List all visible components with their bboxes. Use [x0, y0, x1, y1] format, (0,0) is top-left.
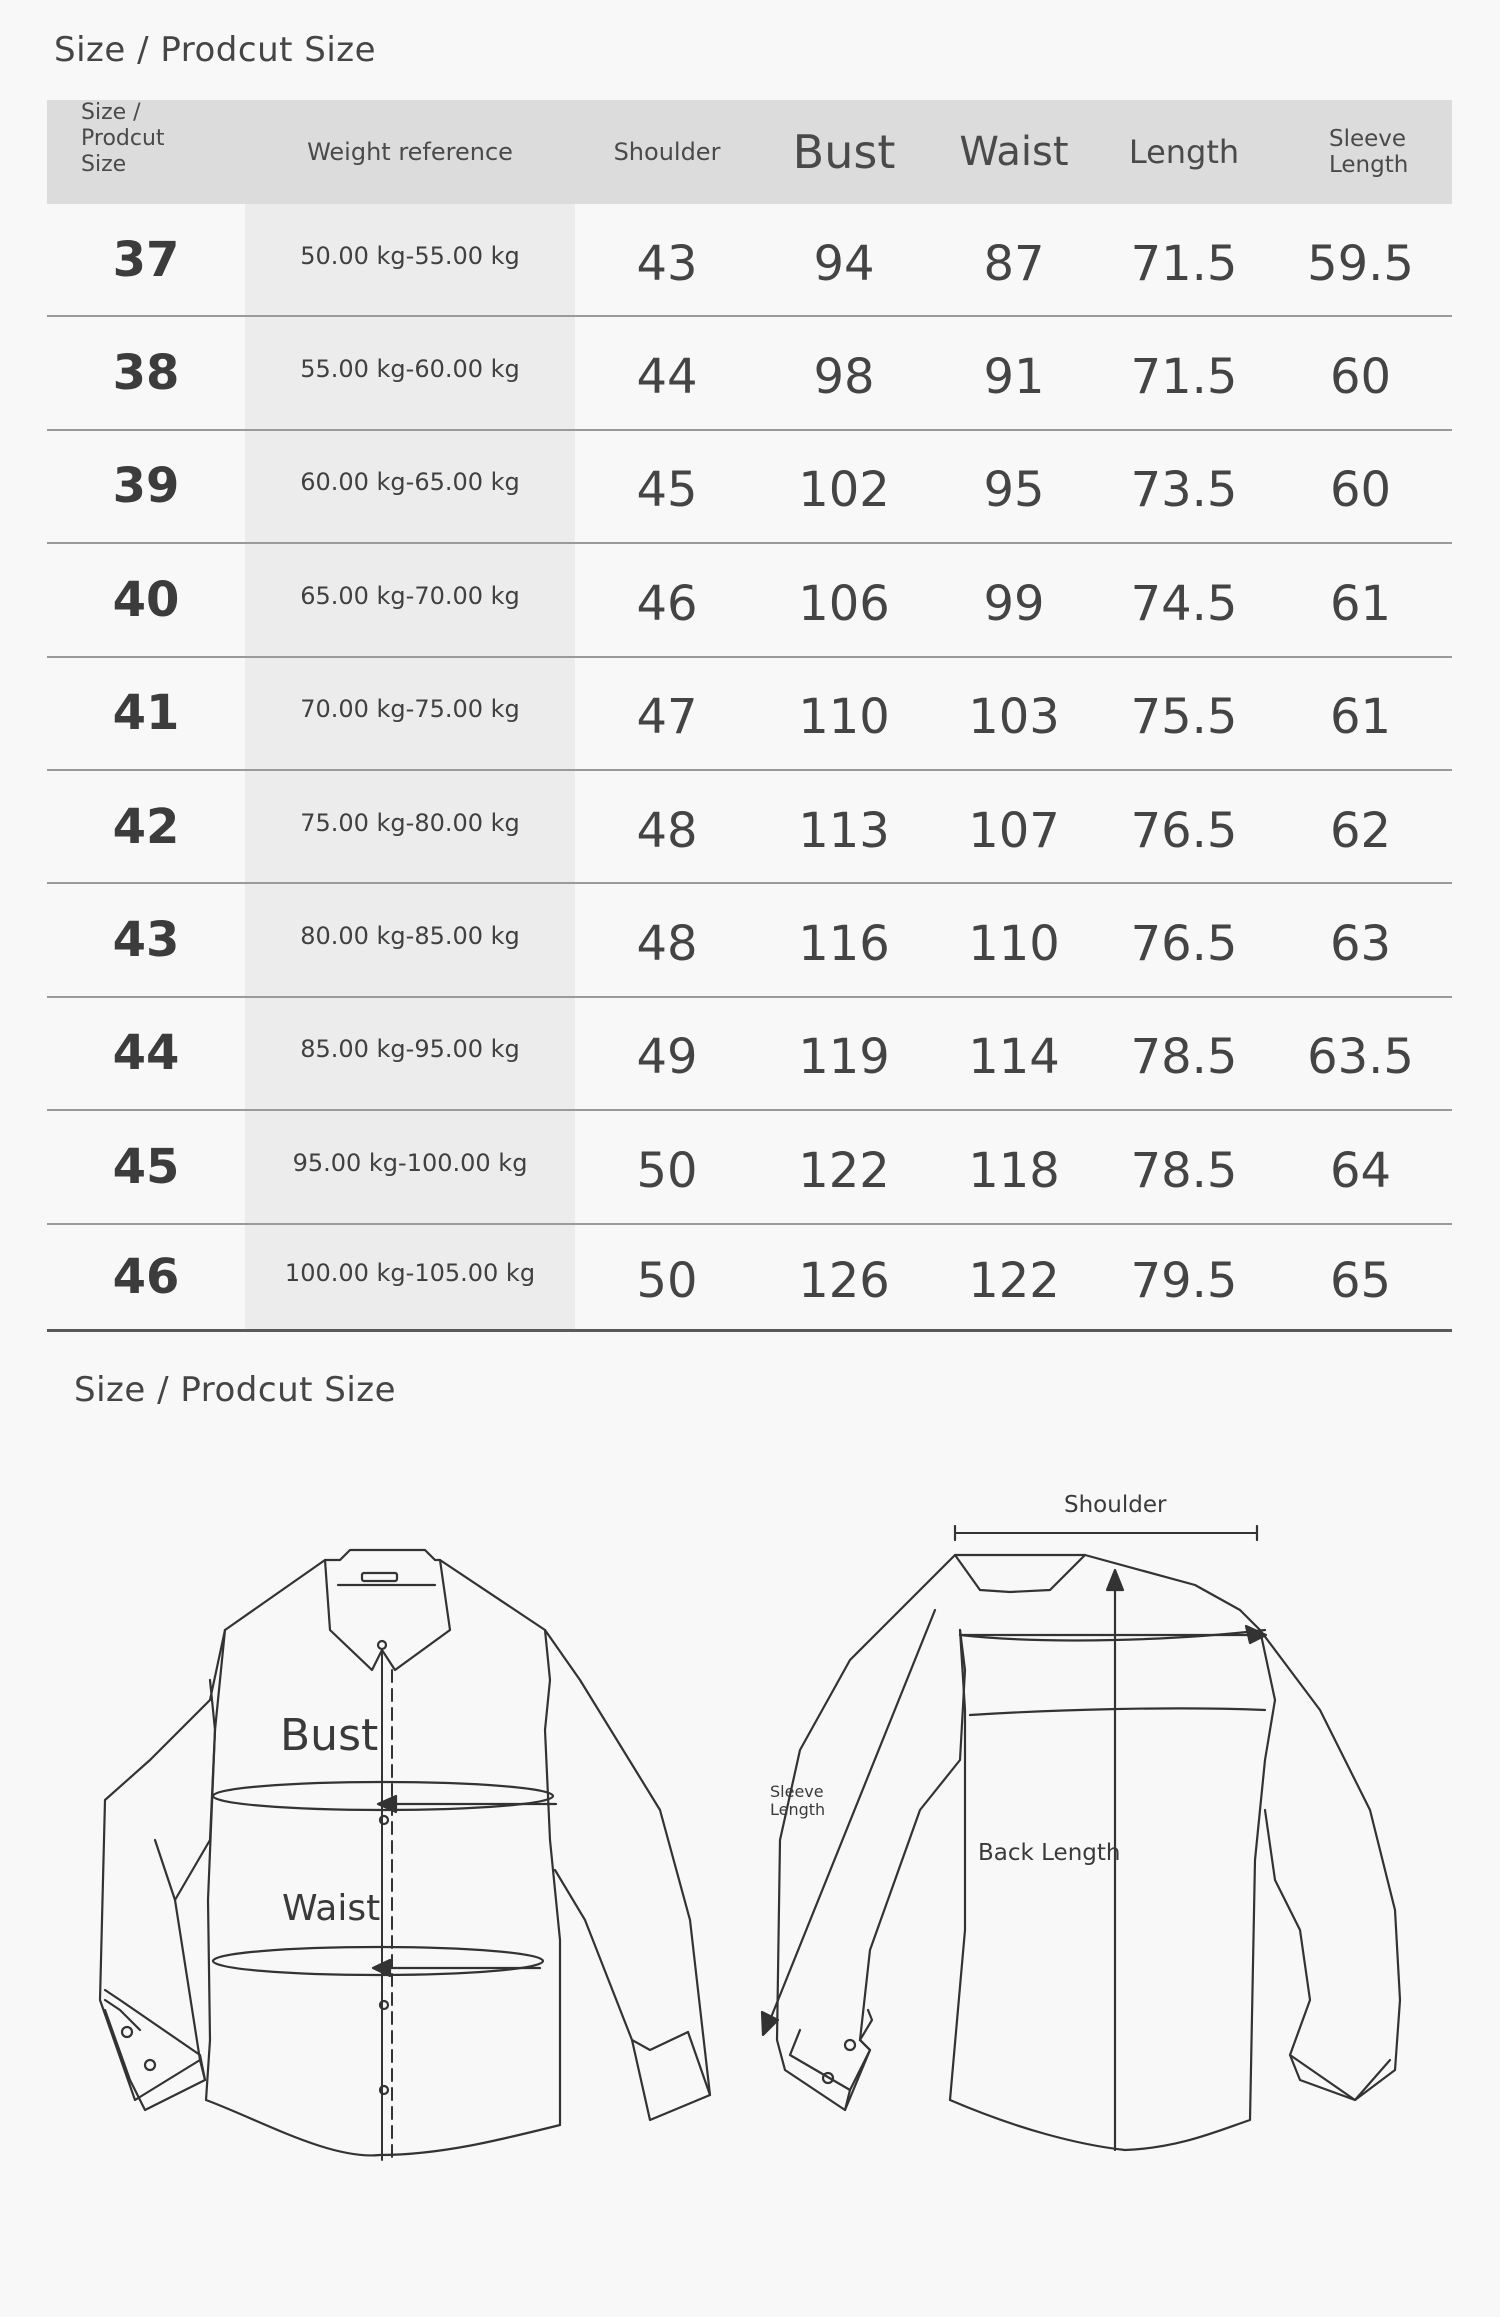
shoulder-cell: 48	[636, 916, 698, 973]
header-size	[47, 100, 245, 204]
waist-cell: 114	[968, 1029, 1060, 1086]
bust-cell: 122	[798, 1142, 890, 1199]
header-bust: Bust	[792, 125, 896, 179]
sleeve-length-cell: 63.5	[1307, 1029, 1414, 1086]
length-cell: 76.5	[1130, 916, 1238, 973]
bust-cell: 116	[798, 916, 890, 973]
header-sleeve-length	[1269, 100, 1452, 204]
shoulder-cell: 47	[636, 689, 698, 746]
weight-cell: 85.00 kg-95.00 kg	[300, 1035, 520, 1064]
table-row	[47, 431, 1452, 544]
shirt-illustration	[0, 1480, 1500, 2180]
waist-label: Waist	[282, 1888, 381, 1929]
bust-cell: 113	[798, 802, 890, 859]
header-shoulder: Shoulder	[613, 138, 721, 166]
table-row	[47, 998, 1452, 1111]
size-cell: 44	[112, 1025, 180, 1082]
size-cell: 39	[112, 458, 180, 515]
shoulder-cell: 44	[636, 349, 698, 406]
length-cell: 74.5	[1130, 575, 1238, 632]
length-cell: 78.5	[1130, 1142, 1238, 1199]
weight-cell: 95.00 kg-100.00 kg	[292, 1148, 528, 1177]
sleeve-length-cell: 62	[1329, 802, 1392, 859]
size-cell: 40	[112, 571, 180, 628]
size-cell: 46	[112, 1248, 180, 1305]
length-cell: 76.5	[1130, 802, 1238, 859]
waist-cell: 99	[983, 575, 1045, 632]
weight-cell: 50.00 kg-55.00 kg	[300, 241, 520, 270]
table-row	[47, 884, 1452, 997]
table-row	[47, 658, 1452, 771]
sleeve-length-cell: 65	[1329, 1252, 1392, 1309]
length-cell: 79.5	[1130, 1252, 1238, 1309]
header-size-line: Size /	[81, 100, 141, 125]
weight-cell: 60.00 kg-65.00 kg	[300, 468, 520, 497]
weight-cell: 55.00 kg-60.00 kg	[300, 355, 520, 384]
bust-label: Bust	[280, 1710, 379, 1761]
shoulder-cell: 49	[636, 1029, 698, 1086]
header-sleeve-line: Length	[1329, 152, 1409, 178]
waist-cell: 87	[983, 235, 1045, 292]
length-cell: 75.5	[1130, 689, 1238, 746]
back-shirt-drawing	[762, 1526, 1400, 2150]
size-cell: 37	[112, 231, 180, 288]
bust-cell: 98	[813, 349, 875, 406]
sleeve-label-line: Length	[770, 1800, 826, 1819]
waist-cell: 118	[968, 1142, 1060, 1199]
section-title: Size / Prodcut Size	[74, 1370, 397, 1410]
weight-cell: 75.00 kg-80.00 kg	[300, 808, 520, 837]
sleeve-length-cell: 64	[1329, 1142, 1392, 1199]
header-weight: Weight reference	[307, 138, 513, 166]
length-cell: 71.5	[1130, 235, 1238, 292]
length-cell: 73.5	[1130, 462, 1238, 519]
waist-cell: 122	[968, 1252, 1060, 1309]
bust-cell: 119	[798, 1029, 890, 1086]
waist-cell: 91	[983, 349, 1045, 406]
shoulder-cell: 48	[636, 802, 698, 859]
header-waist: Waist	[959, 129, 1069, 175]
weight-cell: 65.00 kg-70.00 kg	[300, 581, 520, 610]
table-row	[47, 544, 1452, 657]
size-cell: 41	[112, 685, 180, 742]
bust-cell: 106	[798, 575, 890, 632]
size-cell: 42	[112, 798, 180, 855]
weight-cell: 70.00 kg-75.00 kg	[300, 695, 520, 724]
size-cell: 43	[112, 912, 180, 969]
sleeve-length-cell: 61	[1329, 689, 1392, 746]
table-row	[47, 1111, 1452, 1224]
front-shirt-drawing	[100, 1550, 710, 2160]
length-cell: 71.5	[1130, 349, 1238, 406]
size-table	[47, 100, 1452, 1332]
table-row	[47, 771, 1452, 884]
header-sleeve-line: Sleeve	[1329, 126, 1407, 152]
table-body	[47, 204, 1452, 1332]
sleeve-length-cell: 63	[1329, 916, 1392, 973]
table-row	[47, 317, 1452, 430]
shoulder-cell: 45	[636, 462, 698, 519]
shirt-measurement-diagram	[0, 1480, 1500, 2180]
shoulder-label: Shoulder	[1064, 1492, 1167, 1518]
table-row	[47, 204, 1452, 317]
length-cell: 78.5	[1130, 1029, 1238, 1086]
header-size-line: Prodcut	[81, 126, 165, 151]
waist-cell: 103	[968, 689, 1060, 746]
size-cell: 45	[112, 1138, 180, 1195]
waist-cell: 95	[983, 462, 1045, 519]
sleeve-length-cell: 60	[1329, 462, 1392, 519]
bust-cell: 126	[798, 1252, 890, 1309]
size-cell: 38	[112, 345, 180, 402]
waist-cell: 110	[968, 916, 1060, 973]
back-length-label: Back Length	[978, 1840, 1121, 1866]
header-length: Length	[1128, 133, 1240, 171]
table-header	[47, 100, 1452, 204]
sleeve-length-cell: 61	[1329, 575, 1392, 632]
weight-cell: 100.00 kg-105.00 kg	[284, 1258, 536, 1287]
shoulder-cell: 46	[636, 575, 698, 632]
bust-cell: 102	[798, 462, 890, 519]
bust-cell: 110	[798, 689, 890, 746]
shoulder-cell: 43	[636, 235, 698, 292]
header-size-line: Size	[81, 152, 127, 177]
shoulder-cell: 50	[636, 1142, 698, 1199]
bust-cell: 94	[813, 235, 875, 292]
table-row	[47, 1225, 1452, 1332]
sleeve-label-line: Sleeve	[770, 1782, 824, 1801]
sleeve-length-label	[770, 1783, 850, 1819]
page-title: Size / Prodcut Size	[54, 30, 377, 70]
shoulder-cell: 50	[636, 1252, 698, 1309]
weight-cell: 80.00 kg-85.00 kg	[300, 922, 520, 951]
sleeve-length-cell: 59.5	[1307, 235, 1414, 292]
waist-cell: 107	[968, 802, 1060, 859]
sleeve-length-cell: 60	[1329, 349, 1392, 406]
